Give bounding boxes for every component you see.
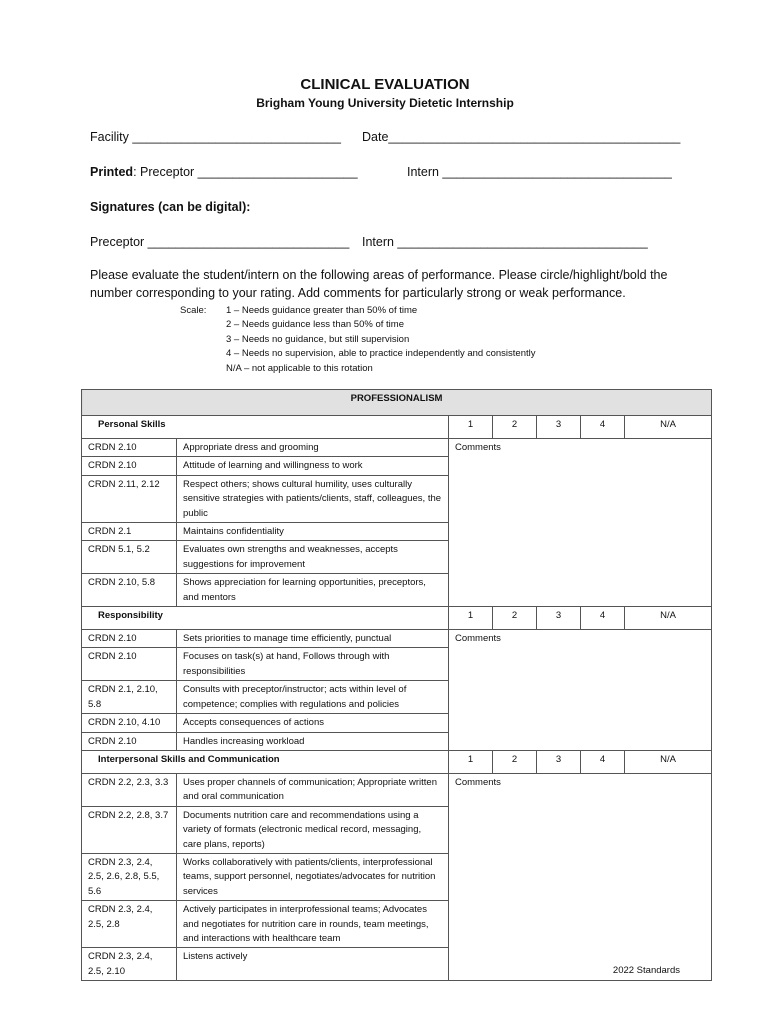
rating-option-3[interactable]: 3 xyxy=(537,416,581,439)
standard-code: CRDN 2.3, 2.4, 2.5, 2.6, 2.8, 5.5, 5.6 xyxy=(82,853,177,900)
criterion-description: Documents nutrition care and recommendations using a variety of formats (electronic medical record, messaging, care plans, reports) xyxy=(177,806,449,853)
scale-list xyxy=(226,304,535,376)
standard-code: CRDN 5.1, 5.2 xyxy=(82,541,177,574)
criterion-description: Shows appreciation for learning opportunities, preceptors, and mentors xyxy=(177,574,449,607)
criterion-description: Respect others; shows cultural humility, uses culturally sensitive strategies with patients/clients, staff, colleagues, the public xyxy=(177,475,449,522)
signature-preceptor-field[interactable]: Preceptor _____________________________ xyxy=(90,235,350,249)
rating-option-3[interactable]: 3 xyxy=(537,607,581,630)
printed-preceptor-field[interactable] xyxy=(90,165,358,179)
scale-item: 4 – Needs no supervision, able to practice independently and consistently xyxy=(226,348,536,360)
criterion-description: Handles increasing workload xyxy=(177,732,449,750)
standard-code: CRDN 2.2, 2.8, 3.7 xyxy=(82,806,177,853)
page-subtitle: Brigham Young University Dietetic Internship xyxy=(256,96,514,110)
signature-intern-field[interactable]: Intern ____________________________________ xyxy=(362,235,648,249)
comments-box[interactable]: Comments xyxy=(449,439,712,607)
standard-code: CRDN 2.1 xyxy=(82,523,177,541)
rating-option-2[interactable]: 2 xyxy=(493,607,537,630)
printed-preceptor-line: : Preceptor _______________________ xyxy=(133,165,358,179)
section-title: PROFESSIONALISM xyxy=(82,390,712,416)
printed-label: Printed xyxy=(90,165,134,179)
standard-code: CRDN 2.10 xyxy=(82,630,177,648)
criterion-description: Listens actively xyxy=(177,948,449,981)
criterion-description: Sets priorities to manage time efficiently, punctual xyxy=(177,630,449,648)
category-row xyxy=(82,416,712,439)
category-name: Personal Skills xyxy=(82,416,449,439)
rating-option-na[interactable]: N/A xyxy=(625,750,712,773)
rating-option-na[interactable]: N/A xyxy=(625,416,712,439)
section-header-row xyxy=(82,390,712,416)
standard-code: CRDN 2.10 xyxy=(82,732,177,750)
rating-option-2[interactable]: 2 xyxy=(493,750,537,773)
rating-option-3[interactable]: 3 xyxy=(537,750,581,773)
footer-standards: 2022 Standards xyxy=(612,965,680,976)
rating-option-4[interactable]: 4 xyxy=(581,750,625,773)
scale-item: 3 – Needs no guidance, but still supervision xyxy=(226,333,410,345)
evaluation-table xyxy=(81,389,712,981)
standard-code: CRDN 2.10, 5.8 xyxy=(82,574,177,607)
table-row xyxy=(82,630,712,648)
standard-code: CRDN 2.3, 2.4, 2.5, 2.8 xyxy=(82,901,177,948)
standard-code: CRDN 2.10 xyxy=(82,457,177,475)
standard-code: CRDN 2.10 xyxy=(82,439,177,457)
standard-code: CRDN 2.10, 4.10 xyxy=(82,714,177,732)
rating-option-2[interactable]: 2 xyxy=(493,416,537,439)
standard-code: CRDN 2.3, 2.4, 2.5, 2.10 xyxy=(82,948,177,981)
comments-box[interactable]: Comments xyxy=(449,773,712,980)
criterion-description: Actively participates in interprofessional teams; Advocates and negotiates for nutrition care in rounds, team meetings, and interactions with healthcare team xyxy=(177,901,449,948)
criterion-description: Focuses on task(s) at hand, Follows through with responsibilities xyxy=(177,648,449,681)
table-row xyxy=(82,439,712,457)
category-name: Responsibility xyxy=(82,607,449,630)
rating-option-1[interactable]: 1 xyxy=(449,607,493,630)
standard-code: CRDN 2.1, 2.10, 5.8 xyxy=(82,681,177,714)
category-row xyxy=(82,750,712,773)
date-field[interactable]: Date__________________________________________ xyxy=(362,130,681,144)
standard-code: CRDN 2.2, 2.3, 3.3 xyxy=(82,773,177,806)
criterion-description: Uses proper channels of communication; Appropriate written and oral communication xyxy=(177,773,449,806)
standard-code: CRDN 2.10 xyxy=(82,648,177,681)
printed-intern-field[interactable]: Intern _________________________________ xyxy=(407,165,672,179)
comments-box[interactable]: Comments xyxy=(449,630,712,751)
criterion-description: Attitude of learning and willingness to work xyxy=(177,457,449,475)
criterion-description: Appropriate dress and grooming xyxy=(177,439,449,457)
category-row xyxy=(82,607,712,630)
table-row xyxy=(82,773,712,806)
rating-option-1[interactable]: 1 xyxy=(449,416,493,439)
criterion-description: Accepts consequences of actions xyxy=(177,714,449,732)
criterion-description: Works collaboratively with patients/clients, interprofessional teams, support personnel, negotiates/advocates for nutrition services xyxy=(177,853,449,900)
scale-item: 1 – Needs guidance greater than 50% of time xyxy=(226,305,418,316)
rating-option-4[interactable]: 4 xyxy=(581,607,625,630)
scale-label: Scale: xyxy=(180,305,207,316)
rating-option-1[interactable]: 1 xyxy=(449,750,493,773)
standard-code: CRDN 2.11, 2.12 xyxy=(82,475,177,522)
rating-option-na[interactable]: N/A xyxy=(625,607,712,630)
signatures-heading: Signatures (can be digital): xyxy=(90,200,251,214)
scale-item: N/A – not applicable to this rotation xyxy=(226,362,373,374)
category-name: Interpersonal Skills and Communication xyxy=(82,750,449,773)
page-title: CLINICAL EVALUATION xyxy=(300,76,470,93)
scale-item: 2 – Needs guidance less than 50% of time xyxy=(226,319,404,331)
facility-field[interactable]: Facility ______________________________ xyxy=(90,130,341,144)
criterion-description: Maintains confidentiality xyxy=(177,523,449,541)
criterion-description: Consults with preceptor/instructor; acts within level of competence; complies with regulations and policies xyxy=(177,681,449,714)
rating-option-4[interactable]: 4 xyxy=(581,416,625,439)
criterion-description: Evaluates own strengths and weaknesses, accepts suggestions for improvement xyxy=(177,541,449,574)
instructions-paragraph: Please evaluate the student/intern on the following areas of performance. Please circle/highlight/bold the number corresponding to your rating. Add comments for particularly strong or weak performance. xyxy=(90,268,668,300)
